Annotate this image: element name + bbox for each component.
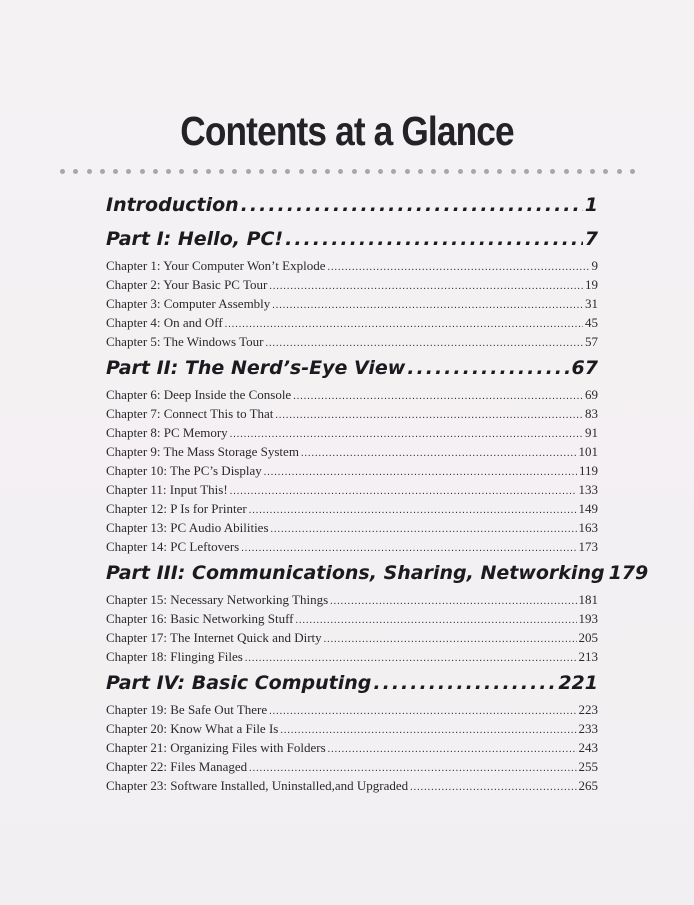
toc-page-number: 7 — [584, 228, 598, 250]
toc-page-number: 243 — [578, 740, 598, 755]
table-of-contents — [106, 188, 649, 795]
divider-dot — [153, 169, 158, 174]
toc-entry-label: Chapter 15: Necessary Networking Things — [106, 592, 329, 607]
divider-dot — [140, 169, 145, 174]
toc-page-number: 9 — [591, 258, 598, 273]
dot-leader — [410, 776, 576, 797]
dot-leader — [327, 256, 589, 277]
dotted-divider — [60, 166, 635, 176]
toc-part-entry[interactable] — [106, 351, 598, 385]
dot-leader — [407, 351, 569, 385]
toc-part-entry[interactable] — [106, 666, 598, 700]
toc-page-number: 193 — [578, 611, 598, 626]
toc-page-number: 91 — [585, 425, 598, 440]
divider-dot — [113, 169, 118, 174]
toc-page-number: 255 — [578, 759, 598, 774]
toc-page-number: 213 — [578, 649, 598, 664]
divider-dot — [378, 169, 383, 174]
toc-chapter-entry[interactable] — [106, 275, 598, 294]
toc-chapter-entry[interactable] — [106, 256, 598, 275]
toc-entry-label: Part I: Hello, PC! — [106, 228, 284, 250]
divider-dot — [166, 169, 171, 174]
toc-page-number: 265 — [578, 778, 598, 793]
divider-dot — [471, 169, 476, 174]
toc-page-number: 45 — [585, 315, 598, 330]
dot-leader — [301, 442, 577, 463]
toc-part-entry[interactable] — [106, 556, 649, 590]
divider-dot — [285, 169, 290, 174]
toc-page-number: 179 — [608, 562, 649, 584]
dot-leader — [285, 222, 583, 256]
divider-dot — [603, 169, 608, 174]
toc-entry-label: Chapter 6: Deep Inside the Console — [106, 387, 292, 402]
toc-page-number: 83 — [585, 406, 598, 421]
toc-chapter-entry[interactable] — [106, 499, 598, 518]
toc-page-number: 31 — [585, 296, 598, 311]
divider-dot — [418, 169, 423, 174]
dot-leader — [249, 499, 577, 520]
toc-page-number: 67 — [571, 357, 598, 379]
divider-dot — [537, 169, 542, 174]
toc-entry-label: Chapter 19: Be Safe Out There — [106, 702, 268, 717]
divider-dot — [312, 169, 317, 174]
dot-leader — [269, 275, 583, 296]
toc-page-number: 221 — [558, 672, 598, 694]
divider-dot — [458, 169, 463, 174]
toc-chapter-entry[interactable] — [106, 609, 598, 628]
toc-chapter-entry[interactable] — [106, 776, 598, 795]
dot-leader — [265, 332, 583, 353]
toc-entry-label: Chapter 9: The Mass Storage System — [106, 444, 299, 459]
divider-dot — [299, 169, 304, 174]
divider-dot — [259, 169, 264, 174]
toc-chapter-entry[interactable] — [106, 385, 598, 404]
page-title: Contents at a Glance — [180, 108, 514, 154]
toc-page-number: 101 — [578, 444, 598, 459]
toc-page-number: 119 — [578, 463, 598, 478]
toc-entry-label: Chapter 14: PC Leftovers — [106, 539, 240, 554]
toc-entry-label: Chapter 10: The PC’s Display — [106, 463, 262, 478]
toc-entry-label: Chapter 11: Input This! — [106, 482, 228, 497]
dot-leader — [245, 647, 577, 668]
toc-page-number: 69 — [585, 387, 598, 402]
toc-entry-label: Part II: The Nerd’s-Eye View — [106, 357, 406, 379]
toc-chapter-entry[interactable] — [106, 461, 598, 480]
dot-leader — [230, 480, 577, 501]
toc-page-number: 163 — [578, 520, 598, 535]
toc-page-number: 181 — [578, 592, 598, 607]
toc-chapter-entry[interactable] — [106, 518, 598, 537]
divider-dot — [577, 169, 582, 174]
divider-dot — [100, 169, 105, 174]
divider-dot — [179, 169, 184, 174]
dot-leader — [293, 385, 583, 406]
toc-chapter-entry[interactable] — [106, 537, 598, 556]
toc-intro-entry[interactable] — [106, 188, 598, 222]
toc-entry-label: Chapter 5: The Windows Tour — [106, 334, 264, 349]
dot-leader — [272, 294, 583, 315]
toc-entry-label: Chapter 22: Files Managed — [106, 759, 248, 774]
toc-chapter-entry[interactable] — [106, 590, 598, 609]
divider-dot — [206, 169, 211, 174]
toc-entry-label: Chapter 2: Your Basic PC Tour — [106, 277, 268, 292]
divider-dot — [272, 169, 277, 174]
toc-chapter-entry[interactable] — [106, 294, 598, 313]
toc-entry-label: Chapter 13: PC Audio Abilities — [106, 520, 269, 535]
toc-chapter-entry[interactable] — [106, 757, 598, 776]
toc-entry-label: Chapter 16: Basic Networking Stuff — [106, 611, 294, 626]
toc-page-number: 133 — [578, 482, 598, 497]
dot-leader — [275, 404, 583, 425]
divider-dot — [365, 169, 370, 174]
toc-page-number: 149 — [578, 501, 598, 516]
toc-entry-label: Chapter 21: Organizing Files with Folders — [106, 740, 326, 755]
dot-leader — [264, 461, 577, 482]
toc-entry-label: Chapter 18: Flinging Files — [106, 649, 243, 664]
toc-entry-label: Chapter 1: Your Computer Won’t Explode — [106, 258, 326, 273]
divider-dot — [431, 169, 436, 174]
dot-leader — [241, 537, 576, 558]
toc-chapter-entry[interactable] — [106, 700, 598, 719]
dot-leader — [328, 738, 577, 759]
divider-dot — [352, 169, 357, 174]
divider-dot — [444, 169, 449, 174]
toc-page-number: 205 — [578, 630, 598, 645]
toc-part-entry[interactable] — [106, 222, 598, 256]
toc-page-number: 1 — [584, 194, 598, 216]
divider-dot — [325, 169, 330, 174]
dot-leader — [330, 590, 576, 611]
dot-leader — [241, 188, 583, 222]
toc-chapter-entry[interactable] — [106, 404, 598, 423]
toc-chapter-entry[interactable] — [106, 628, 598, 647]
toc-entry-label: Introduction — [106, 194, 239, 216]
toc-page-number: 233 — [578, 721, 598, 736]
divider-dot — [590, 169, 595, 174]
toc-chapter-entry[interactable] — [106, 313, 598, 332]
toc-entry-label: Chapter 7: Connect This to That — [106, 406, 274, 421]
divider-dot — [564, 169, 569, 174]
toc-page-number: 57 — [585, 334, 598, 349]
divider-dot — [246, 169, 251, 174]
dot-leader — [230, 423, 583, 444]
divider-dot — [60, 169, 65, 174]
toc-page-number: 223 — [578, 702, 598, 717]
dot-leader — [225, 313, 583, 334]
toc-entry-label: Chapter 4: On and Off — [106, 315, 223, 330]
dot-leader — [280, 719, 576, 740]
divider-dot — [87, 169, 92, 174]
dot-leader — [324, 628, 577, 649]
divider-dot — [126, 169, 131, 174]
divider-dot — [391, 169, 396, 174]
dot-leader — [271, 518, 577, 539]
toc-entry-label: Chapter 17: The Internet Quick and Dirty — [106, 630, 322, 645]
toc-entry-label: Part III: Communications, Sharing, Networking — [106, 562, 605, 584]
toc-entry-label: Chapter 23: Software Installed, Uninstalled,and Upgraded — [106, 778, 409, 793]
toc-entry-label: Chapter 12: P Is for Printer — [106, 501, 247, 516]
divider-dot — [630, 169, 635, 174]
divider-dot — [550, 169, 555, 174]
dot-leader — [269, 700, 576, 721]
dot-leader — [296, 609, 577, 630]
toc-entry-label: Chapter 8: PC Memory — [106, 425, 228, 440]
divider-dot — [219, 169, 224, 174]
divider-dot — [484, 169, 489, 174]
divider-dot — [497, 169, 502, 174]
divider-dot — [193, 169, 198, 174]
toc-chapter-entry[interactable] — [106, 442, 598, 461]
toc-chapter-entry[interactable] — [106, 738, 598, 757]
divider-dot — [405, 169, 410, 174]
toc-chapter-entry[interactable] — [106, 423, 598, 442]
toc-entry-label: Chapter 3: Computer Assembly — [106, 296, 271, 311]
divider-dot — [511, 169, 516, 174]
toc-chapter-entry[interactable] — [106, 480, 598, 499]
divider-dot — [232, 169, 237, 174]
toc-page-number: 173 — [578, 539, 598, 554]
toc-page-number: 19 — [585, 277, 598, 292]
toc-chapter-entry[interactable] — [106, 719, 598, 738]
toc-chapter-entry[interactable] — [106, 332, 598, 351]
toc-entry-label: Part IV: Basic Computing — [106, 672, 372, 694]
divider-dot — [617, 169, 622, 174]
divider-dot — [73, 169, 78, 174]
divider-dot — [524, 169, 529, 174]
toc-entry-label: Chapter 20: Know What a File Is — [106, 721, 279, 736]
dot-leader — [373, 666, 556, 700]
dot-leader — [249, 757, 576, 778]
toc-chapter-entry[interactable] — [106, 647, 598, 666]
divider-dot — [338, 169, 343, 174]
